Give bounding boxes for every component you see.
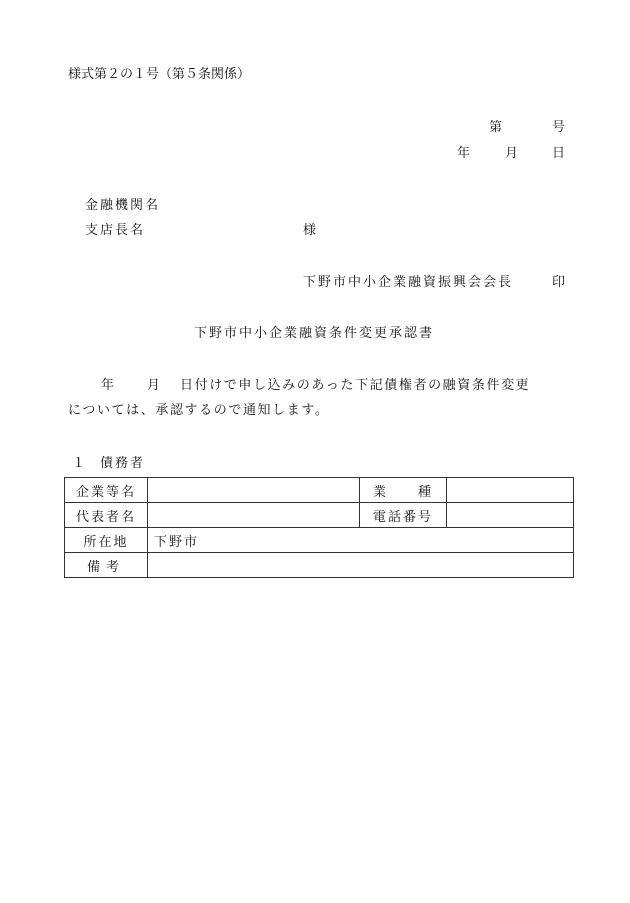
remarks-value[interactable] xyxy=(148,553,574,578)
company-name-value[interactable] xyxy=(148,478,360,503)
date-day: 日 xyxy=(552,146,566,161)
doc-number-prefix: 第 xyxy=(489,120,503,135)
table-row xyxy=(65,528,574,553)
document-title: 下野市中小企業融資条件変更承認書 xyxy=(194,326,435,341)
industry-value[interactable] xyxy=(447,478,574,503)
issuer-name: 下野市中小企業融資振興会会長 xyxy=(303,275,514,290)
body-text-line1: 日付けで申し込みのあった下記債権者の融資条件変更 xyxy=(180,378,531,393)
company-name-label: 企業等名 xyxy=(65,478,148,503)
address-label: 所在地 xyxy=(65,528,148,553)
table-row xyxy=(65,553,574,578)
address-value[interactable]: 下野市 xyxy=(148,528,574,553)
section-1-heading: 債務者 xyxy=(100,456,146,471)
body-month: 月 xyxy=(147,378,161,393)
institution-name-label: 金融機関名 xyxy=(85,198,161,213)
phone-value[interactable] xyxy=(447,503,574,528)
addressee-honorific: 様 xyxy=(303,223,317,238)
debtor-table xyxy=(64,477,574,578)
industry-label: 業 種 xyxy=(360,478,447,503)
issuer-seal: 印 xyxy=(552,275,566,290)
representative-value[interactable] xyxy=(148,503,360,528)
branch-manager-label: 支店長名 xyxy=(85,223,146,238)
table-row xyxy=(65,478,574,503)
date-year: 年 xyxy=(457,146,471,161)
date-month: 月 xyxy=(505,146,519,161)
remarks-label: 備考 xyxy=(65,553,148,578)
body-text-line2: については、承認するので通知します。 xyxy=(68,403,330,418)
section-1-number: １ xyxy=(72,456,86,471)
table-row xyxy=(65,503,574,528)
form-number: 様式第２の１号（第５条関係） xyxy=(68,67,251,82)
body-year: 年 xyxy=(101,378,115,393)
phone-label: 電話番号 xyxy=(360,503,447,528)
representative-label: 代表者名 xyxy=(65,503,148,528)
doc-number-suffix: 号 xyxy=(552,120,566,135)
